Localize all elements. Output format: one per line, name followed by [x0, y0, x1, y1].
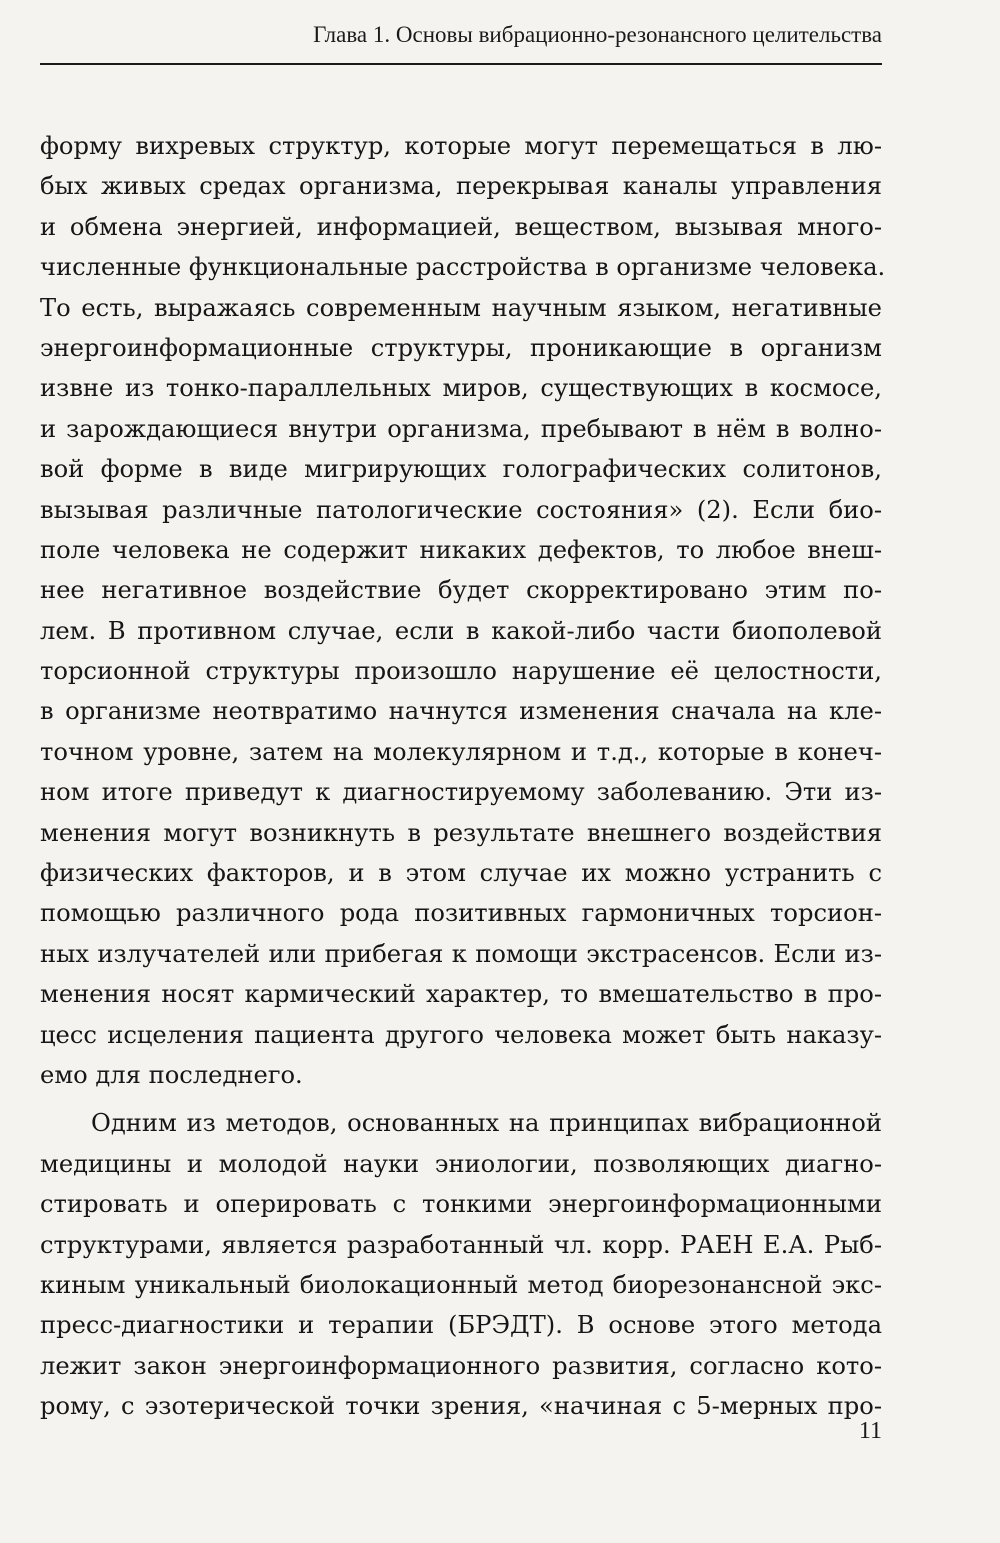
text-line: ных излучателей или прибегая к помощи экстрасенсов. Если из- — [40, 939, 882, 968]
text-line: нее негативное воздействие будет скорректировано этим по- — [40, 576, 882, 605]
text-line: численные функциональные расстройства в организме человека. — [40, 253, 886, 282]
text-line: в организме неотвратимо начнутся изменения сначала на кле- — [40, 697, 882, 726]
text-line: помощью различного рода позитивных гармоничных торсион- — [40, 899, 882, 928]
text-line: стировать и оперировать с тонкими энергоинформационными — [40, 1190, 882, 1219]
text-line: поле человека не содержит никаких дефектов, то любое внеш- — [40, 535, 882, 564]
text-line: емо для последнего. — [40, 1060, 303, 1089]
text-line: лежит закон энергоинформационного развития, согласно кото- — [40, 1351, 882, 1380]
text-line: Одним из методов, основанных на принципах вибрационной — [91, 1109, 882, 1138]
text-line: рому, с эзотерической точки зрения, «начиная с 5-мерных про- — [40, 1392, 882, 1421]
body-text — [40, 126, 886, 1427]
paragraph-2 — [40, 1103, 882, 1426]
text-line: вой форме в виде мигрирующих голографических солитонов, — [40, 455, 882, 484]
text-line: цесс исцеления пациента другого человека может быть наказу- — [40, 1020, 882, 1049]
text-line: медицины и молодой науки эниологии, позволяющих диагно- — [40, 1149, 882, 1178]
text-line: и обмена энергией, информацией, веществом, вызывая много- — [40, 212, 882, 241]
text-line: ном итоге приведут к диагностируемому заболеванию. Эти из- — [40, 778, 882, 807]
text-line: пресс-диагностики и терапии (БРЭДТ). В основе этого метода — [40, 1311, 882, 1340]
text-line: лем. В противном случае, если в какой-либо части биополевой — [40, 616, 882, 645]
paragraph-1 — [40, 126, 886, 1095]
text-line: менения носят кармический характер, то вмешательство в про- — [40, 980, 882, 1009]
text-line: точном уровне, затем на молекулярном и т.д., которые в конеч- — [40, 737, 882, 766]
text-line: вызывая различные патологические состояния» (2). Если био- — [40, 495, 882, 524]
text-line: физических факторов, и в этом случае их можно устранить с — [40, 859, 882, 888]
running-head: Глава 1. Основы вибрационно-резонансного целительства — [313, 22, 882, 47]
text-line: структурами, является разработанный чл. корр. РАЕН Е.А. Рыб- — [40, 1230, 882, 1259]
page-number: 11 — [858, 1418, 882, 1444]
text-line: киным уникальный биолокационный метод биорезонансной экс- — [40, 1270, 882, 1299]
text-line: менения могут возникнуть в результате внешнего воздействия — [40, 818, 882, 847]
text-line: энергоинформационные структуры, проникающие в организм — [40, 333, 882, 362]
text-line: бых живых средах организма, перекрывая каналы управления — [40, 172, 882, 201]
text-line: форму вихревых структур, которые могут перемещаться в лю- — [40, 132, 882, 160]
header-rule — [40, 63, 882, 65]
text-line: торсионной структуры произошло нарушение её целостности, — [40, 657, 882, 686]
text-line: извне из тонко-параллельных миров, существующих в космосе, — [40, 374, 882, 403]
text-line: То есть, выражаясь современным научным языком, негативные — [40, 293, 882, 322]
text-line: и зарождающиеся внутри организма, пребывают в нём в волно- — [40, 414, 882, 443]
